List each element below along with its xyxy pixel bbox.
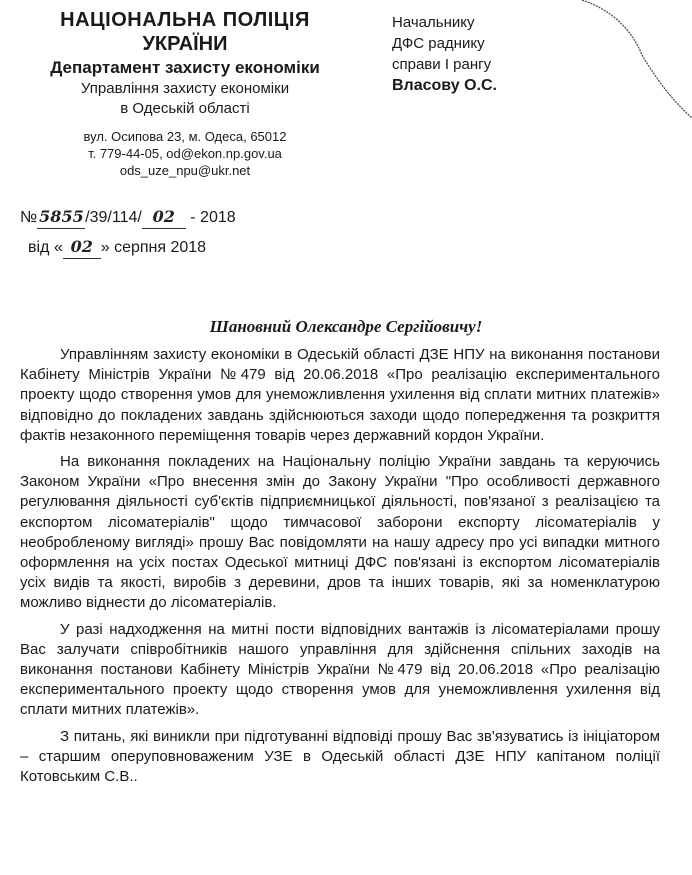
body-paragraph-2: На виконання покладених на Національну поліцію України завдань та керуючись Законом України «Про внесення змін до Закону України "Про особливості державного регулювання діяльності суб'єктів підприємницької діяльності, пов'язаної з реалізацією та експортом лісоматеріалів" щодо тимчасової заборони експорту лісоматеріалів у необробленому вигляді» прошу Вас повідомляти на нашу адресу про усі випадки митного оформлення на усіх постах Одеської митниці ДФС пов'язані із експортом лісоматеріалів усіх видів та якості, виробів з деревини, дров та інших товарів, які за номенклатурою можливо віднести до лісоматеріалів. bbox=[20, 453, 660, 612]
handwritten-day: 02 bbox=[63, 236, 101, 259]
body-paragraph-1: Управлінням захисту економіки в Одеській області ДЗЕ НПУ на виконання постанови Кабінету Міністрів України №479 від 20.06.2018 «Про реалізацію експериментального проекту щодо створення умов для унеможливлення ухилення від сплати митних платежів» відповідно до покладених завдань здійснюються заходи щодо попередження та розкриття фактів незаконного переміщення товарів через державний кордон України. bbox=[20, 346, 660, 444]
recipient-title-line3: справи І рангу bbox=[392, 56, 492, 73]
sender-email2: ods_uze_npu@ukr.net bbox=[119, 163, 251, 178]
department-name: Департамент захисту економіки bbox=[50, 58, 320, 77]
date-prefix: від « bbox=[28, 239, 63, 256]
letter-body bbox=[20, 345, 660, 793]
reference-number bbox=[20, 206, 236, 229]
org-name-line2: УКРАЇНИ bbox=[142, 33, 228, 55]
org-name-line1: НАЦІОНАЛЬНА ПОЛІЦІЯ bbox=[60, 9, 310, 31]
recipient-name: Власову О.С. bbox=[392, 77, 497, 94]
reference-number-suffix: - 2018 bbox=[190, 209, 236, 226]
sender-phone-email: т. 779-44-05, od@ekon.np.gov.ua bbox=[88, 146, 282, 161]
torn-corner bbox=[492, 0, 692, 150]
body-paragraph-4: З питань, які виникли при підготуванні відповіді прошу Вас зв'язуватись із ініціатором – старшим оперуповноваженим УЗЕ в Одеській області ДЗЕ НПУ капітаном поліції Котовським С.В.. bbox=[20, 727, 660, 786]
sender-address: вул. Осипова 23, м. Одеса, 65012 bbox=[83, 129, 287, 144]
sender-block bbox=[20, 8, 350, 179]
reference-date bbox=[28, 236, 206, 259]
recipient-block bbox=[392, 12, 497, 96]
handwritten-number-2: 02 bbox=[142, 206, 186, 229]
reference-number-prefix: № bbox=[20, 209, 38, 226]
reference-number-mid: /39/114/ bbox=[85, 209, 142, 226]
unit-name-line2: в Одеській області bbox=[120, 100, 250, 117]
body-paragraph-3: У разі надходження на митні пости відповідних вантажів із лісоматеріалами прошу Вас залучати співробітників нашого управління для здійснення спільних заходів на виконання постанови Кабінету Міністрів України №479 від 20.06.2018 «Про реалізацію експериментального проекту щодо створення умов для унеможливлення ухилення від сплати митних платежів». bbox=[20, 620, 660, 719]
handwritten-number: 5855 bbox=[37, 206, 85, 229]
salutation: Шановний Олександре Сергійовичу! bbox=[209, 317, 483, 336]
date-suffix: » серпня 2018 bbox=[100, 239, 207, 256]
unit-name-line1: Управління захисту економіки bbox=[80, 80, 290, 97]
recipient-title-line1: Начальнику bbox=[392, 14, 475, 31]
recipient-title-line2: ДФС раднику bbox=[392, 35, 485, 52]
